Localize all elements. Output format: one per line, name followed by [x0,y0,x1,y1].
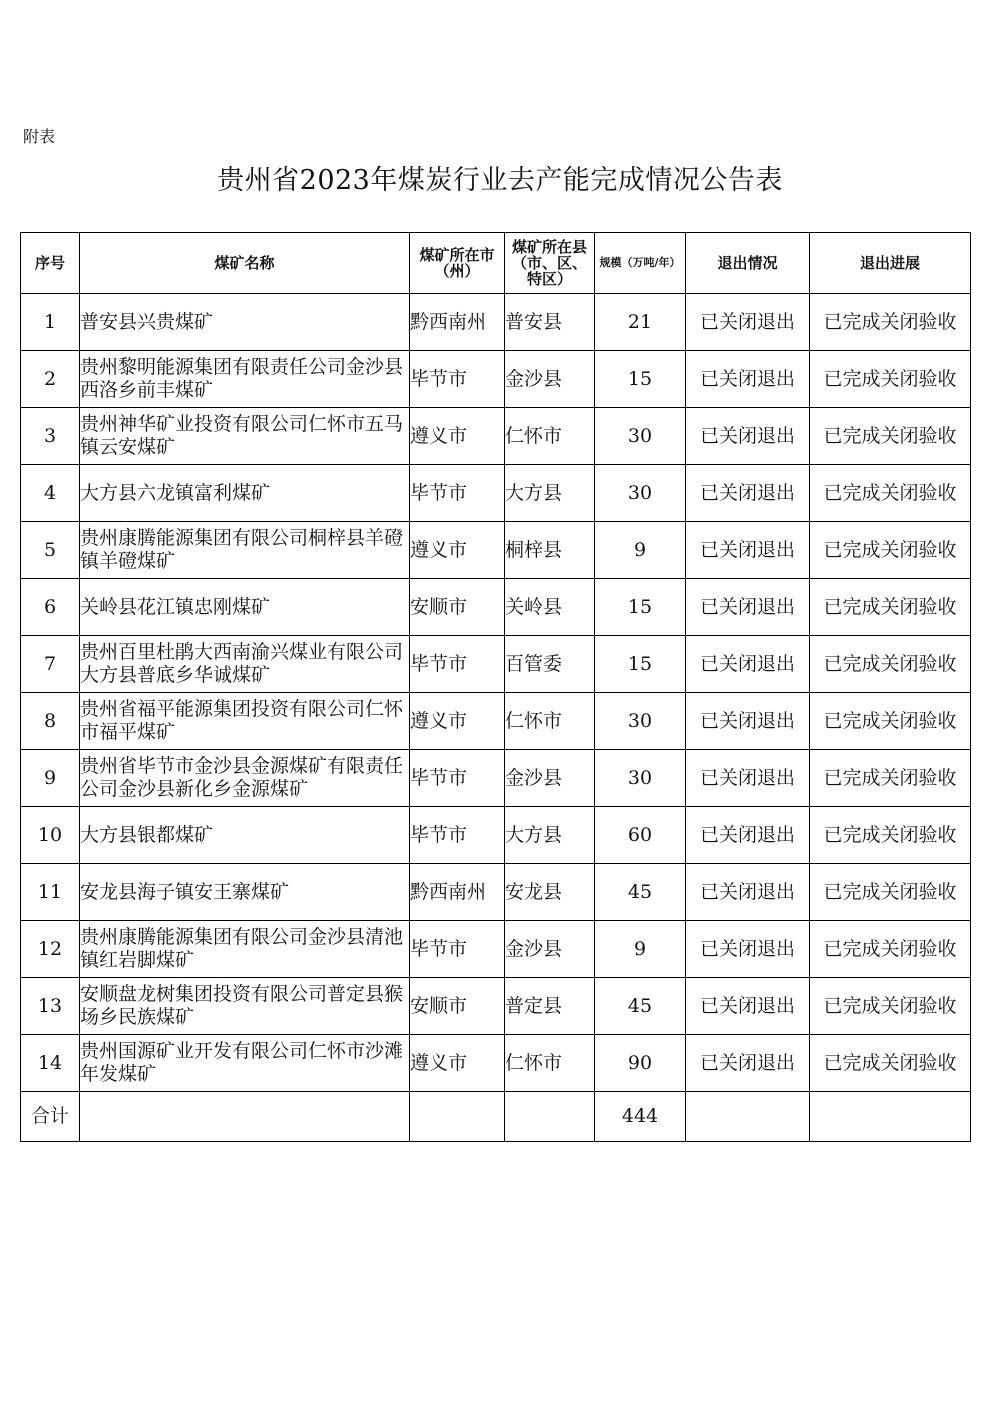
row-number: 14 [21,1035,80,1092]
mine-name: 贵州神华矿业投资有限公司仁怀市五马镇云安煤矿 [80,408,410,465]
mine-city: 黔西南州 [410,864,505,921]
mine-name: 安顺盘龙树集团投资有限公司普定县猴场乡民族煤矿 [80,978,410,1035]
exit-progress: 已完成关闭验收 [810,864,971,921]
mine-name: 安龙县海子镇安王寨煤矿 [80,864,410,921]
coal-capacity-table [20,232,971,1142]
mine-city: 毕节市 [410,921,505,978]
mine-city: 毕节市 [410,750,505,807]
mine-county: 金沙县 [505,921,595,978]
mine-scale: 30 [595,693,686,750]
mine-scale: 30 [595,408,686,465]
mine-county: 仁怀市 [505,408,595,465]
mine-county: 金沙县 [505,351,595,408]
exit-progress: 已完成关闭验收 [810,351,971,408]
table-row [21,750,971,807]
table-row [21,693,971,750]
row-number: 13 [21,978,80,1035]
table-row [21,408,971,465]
exit-progress: 已完成关闭验收 [810,921,971,978]
total-empty-cell [80,1092,410,1142]
mine-city: 遵义市 [410,522,505,579]
exit-status: 已关闭退出 [686,579,810,636]
exit-status: 已关闭退出 [686,1035,810,1092]
row-number: 8 [21,693,80,750]
total-empty-cell [810,1092,971,1142]
table-row [21,807,971,864]
mine-county: 百管委 [505,636,595,693]
header-scale: 规模（万吨/年） [595,233,686,294]
mine-scale: 90 [595,1035,686,1092]
exit-status: 已关闭退出 [686,294,810,351]
exit-status: 已关闭退出 [686,408,810,465]
mine-scale: 30 [595,465,686,522]
mine-name: 贵州国源矿业开发有限公司仁怀市沙滩年发煤矿 [80,1035,410,1092]
exit-status: 已关闭退出 [686,807,810,864]
mine-name: 关岭县花江镇忠刚煤矿 [80,579,410,636]
mine-county: 普安县 [505,294,595,351]
exit-status: 已关闭退出 [686,522,810,579]
exit-status: 已关闭退出 [686,636,810,693]
mine-name: 大方县六龙镇富利煤矿 [80,465,410,522]
mine-scale: 15 [595,636,686,693]
mine-scale: 9 [595,522,686,579]
mine-county: 安龙县 [505,864,595,921]
table-row [21,1035,971,1092]
mine-scale: 9 [595,921,686,978]
mine-name: 大方县银都煤矿 [80,807,410,864]
table-row [21,351,971,408]
table-row [21,921,971,978]
mine-scale: 21 [595,294,686,351]
table-row [21,294,971,351]
exit-progress: 已完成关闭验收 [810,978,971,1035]
row-number: 3 [21,408,80,465]
table-row [21,636,971,693]
mine-city: 毕节市 [410,351,505,408]
exit-progress: 已完成关闭验收 [810,465,971,522]
row-number: 7 [21,636,80,693]
mine-city: 遵义市 [410,693,505,750]
exit-progress: 已完成关闭验收 [810,636,971,693]
row-number: 4 [21,465,80,522]
row-number: 5 [21,522,80,579]
mine-scale: 45 [595,864,686,921]
row-number: 12 [21,921,80,978]
header-city: 煤矿所在市（州） [410,233,505,294]
mine-city: 遵义市 [410,408,505,465]
mine-name: 贵州省福平能源集团投资有限公司仁怀市福平煤矿 [80,693,410,750]
exit-progress: 已完成关闭验收 [810,807,971,864]
table-row [21,978,971,1035]
mine-county: 大方县 [505,807,595,864]
exit-progress: 已完成关闭验收 [810,750,971,807]
exit-progress: 已完成关闭验收 [810,294,971,351]
exit-status: 已关闭退出 [686,921,810,978]
mine-city: 毕节市 [410,465,505,522]
table-row [21,465,971,522]
exit-status: 已关闭退出 [686,465,810,522]
header-mine-name: 煤矿名称 [80,233,410,294]
exit-progress: 已完成关闭验收 [810,693,971,750]
row-number: 6 [21,579,80,636]
table-row [21,522,971,579]
row-number: 9 [21,750,80,807]
mine-county: 桐梓县 [505,522,595,579]
header-no: 序号 [21,233,80,294]
table-row [21,864,971,921]
total-empty-cell [410,1092,505,1142]
mine-scale: 45 [595,978,686,1035]
exit-status: 已关闭退出 [686,351,810,408]
mine-scale: 15 [595,579,686,636]
mine-county: 仁怀市 [505,1035,595,1092]
table-header-row [21,233,971,294]
header-exit-progress: 退出进展 [810,233,971,294]
exit-progress: 已完成关闭验收 [810,522,971,579]
row-number: 10 [21,807,80,864]
mine-name: 普安县兴贵煤矿 [80,294,410,351]
exit-progress: 已完成关闭验收 [810,408,971,465]
total-row [21,1092,971,1142]
total-empty-cell [686,1092,810,1142]
exit-progress: 已完成关闭验收 [810,579,971,636]
exit-status: 已关闭退出 [686,750,810,807]
mine-county: 金沙县 [505,750,595,807]
mine-city: 遵义市 [410,1035,505,1092]
mine-scale: 30 [595,750,686,807]
page-title: 贵州省2023年煤炭行业去产能完成情况公告表 [217,165,783,196]
mine-city: 安顺市 [410,978,505,1035]
exit-status: 已关闭退出 [686,693,810,750]
total-scale: 444 [595,1092,686,1142]
total-empty-cell [505,1092,595,1142]
header-exit-status: 退出情况 [686,233,810,294]
mine-name: 贵州黎明能源集团有限责任公司金沙县西洛乡前丰煤矿 [80,351,410,408]
row-number: 11 [21,864,80,921]
mine-city: 毕节市 [410,807,505,864]
mine-scale: 15 [595,351,686,408]
mine-name: 贵州百里杜鹃大西南渝兴煤业有限公司大方县普底乡华诚煤矿 [80,636,410,693]
mine-county: 仁怀市 [505,693,595,750]
mine-county: 关岭县 [505,579,595,636]
header-county: 煤矿所在县（市、区、特区） [505,233,595,294]
total-label: 合计 [21,1092,80,1142]
row-number: 1 [21,294,80,351]
mine-county: 大方县 [505,465,595,522]
mine-city: 黔西南州 [410,294,505,351]
exit-status: 已关闭退出 [686,978,810,1035]
exit-status: 已关闭退出 [686,864,810,921]
mine-name: 贵州康腾能源集团有限公司桐梓县羊磴镇羊磴煤矿 [80,522,410,579]
exit-progress: 已完成关闭验收 [810,1035,971,1092]
row-number: 2 [21,351,80,408]
mine-name: 贵州省毕节市金沙县金源煤矿有限责任公司金沙县新化乡金源煤矿 [80,750,410,807]
appendix-label: 附表 [23,127,56,146]
mine-name: 贵州康腾能源集团有限公司金沙县清池镇红岩脚煤矿 [80,921,410,978]
mine-county: 普定县 [505,978,595,1035]
table-row [21,579,971,636]
mine-city: 安顺市 [410,579,505,636]
mine-scale: 60 [595,807,686,864]
mine-city: 毕节市 [410,636,505,693]
